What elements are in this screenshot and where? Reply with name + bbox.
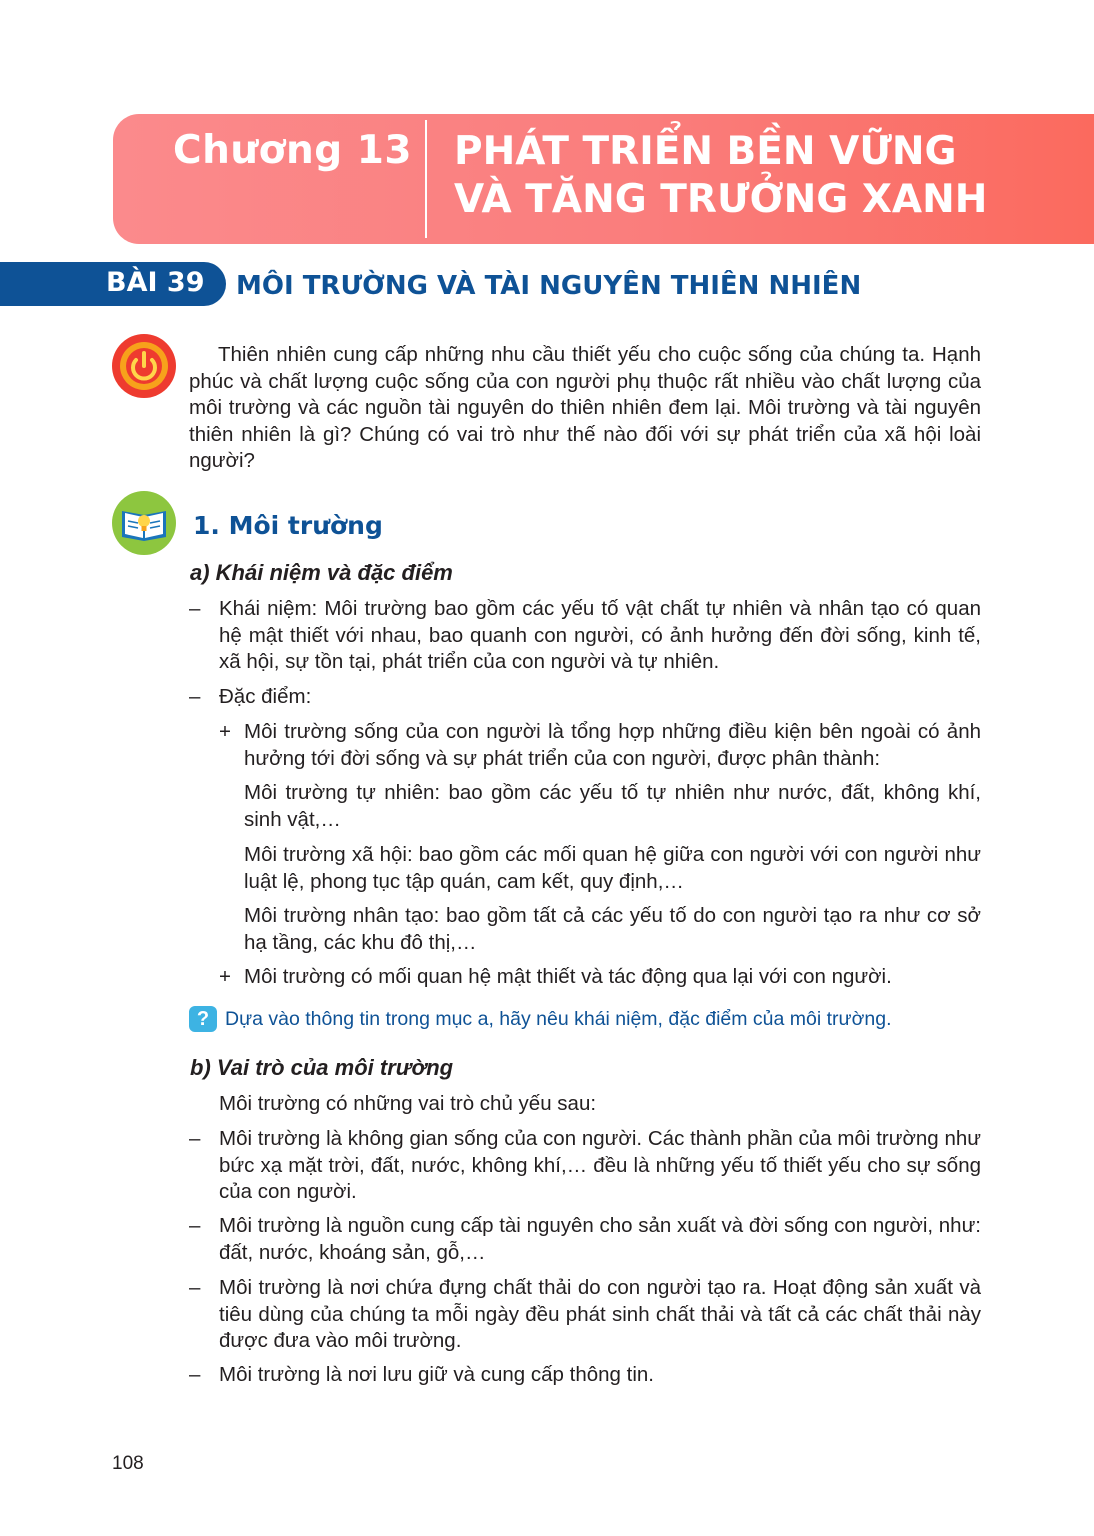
dash-mark: –: [189, 1127, 201, 1150]
sub-heading-b: b) Vai trò của môi trường: [190, 1055, 454, 1080]
chapter-title: [454, 128, 987, 224]
role-text: Môi trường là nơi lưu giữ và cung cấp thông tin.: [219, 1363, 654, 1386]
concept-text: Khái niệm: Môi trường bao gồm các yếu tố vật chất tự nhiên và nhân tạo có quan hệ mật thiết với nhau, bao quanh con người, có ảnh hưởng đến đời sống, kinh tế, xã hội, sự tồn tại, phát triển của con người và tự nhiên.: [219, 597, 981, 673]
page-number: 108: [112, 1453, 144, 1474]
list-item: [189, 1362, 981, 1389]
env-artificial-text: Môi trường nhân tạo: bao gồm tất cả các yếu tố do con người tạo ra như cơ sở hạ tầng, các khu đô thị,…: [244, 904, 981, 954]
lesson-number-tab: [0, 262, 226, 306]
power-start-icon: [112, 334, 176, 398]
role-text: Môi trường là nguồn cung cấp tài nguyên cho sản xuất và đời sống con người, như: đất, nước, khoáng sản, gỗ,…: [219, 1214, 981, 1264]
lesson-title: MÔI TRƯỜNG VÀ TÀI NGUYÊN THIÊN NHIÊN: [236, 271, 862, 301]
list-item: [189, 684, 981, 711]
chapter-title-line1: PHÁT TRIỂN BỀN VỮNG: [454, 129, 957, 174]
lesson-number: BÀI 39: [106, 267, 205, 298]
chapter-label: Chương 13: [173, 128, 412, 173]
plus-mark: +: [219, 720, 231, 743]
chapter-title-line2: VÀ TĂNG TRƯỞNG XANH: [454, 177, 988, 222]
roles-intro: Môi trường có những vai trò chủ yếu sau:: [219, 1092, 597, 1115]
plus-mark: +: [219, 965, 231, 988]
chapter-banner: [113, 114, 1094, 244]
list-item: [219, 964, 981, 991]
chapter-divider: [425, 120, 427, 238]
env-natural-text: Môi trường tự nhiên: bao gồm các yếu tố tự nhiên như nước, đất, không khí, sinh vật,…: [244, 781, 981, 831]
list-item: [189, 596, 981, 676]
dash-mark: –: [189, 1276, 201, 1299]
question-prompt: [189, 1006, 989, 1034]
env-social-text: Môi trường xã hội: bao gồm các mối quan hệ giữa con người với con người như luật lệ, phong tục tập quán, cam kết, quy định,…: [244, 843, 981, 893]
list-item: [219, 719, 981, 772]
section-heading: 1. Môi trường: [193, 511, 383, 540]
feature-text: Môi trường có mối quan hệ mật thiết và tác động qua lại với con người.: [244, 965, 892, 988]
dash-mark: –: [189, 1363, 201, 1386]
dash-mark: –: [189, 597, 201, 620]
feature-text: Môi trường sống của con người là tổng hợp những điều kiện bên ngoài có ảnh hưởng tới đời sống và sự phát triển của con người, được phân thành:: [244, 720, 981, 770]
role-text: Môi trường là không gian sống của con người. Các thành phần của môi trường như bức xạ mặt trời, đất, nước, không khí,… đều là những yếu tố thiết yếu cho sự sống của con người.: [219, 1127, 981, 1203]
dash-mark: –: [189, 685, 201, 708]
features-label: Đặc điểm:: [219, 685, 312, 708]
open-book-lightbulb-icon: [112, 491, 176, 555]
sub-heading-a: a) Khái niệm và đặc điểm: [190, 560, 453, 585]
dash-mark: –: [189, 1214, 201, 1237]
intro-paragraph: Thiên nhiên cung cấp những nhu cầu thiết yếu cho cuộc sống của chúng ta. Hạnh phúc và chất lượng cuộc sống của con người phụ thuộc rất nhiều vào chất lượng của môi trường và các nguồn tài nguyên do thiên nhiên đem lại. Môi trường và tài nguyên thiên nhiên là gì? Chúng có vai trò như thế nào đối với sự phát triển của xã hội loài người?: [189, 343, 981, 472]
question-text: Dựa vào thông tin trong mục a, hãy nêu khái niệm, đặc điểm của môi trường.: [225, 1008, 892, 1030]
list-item: [189, 1213, 981, 1266]
list-item: [189, 1275, 981, 1355]
question-mark-icon: ?: [189, 1006, 217, 1032]
role-text: Môi trường là nơi chứa đựng chất thải do con người tạo ra. Hoạt động sản xuất và tiêu dùng của chúng ta mỗi ngày đều phát sinh chất thải và tất cả các chất thải này được đưa vào môi trường.: [219, 1276, 981, 1352]
list-item: [189, 1126, 981, 1206]
